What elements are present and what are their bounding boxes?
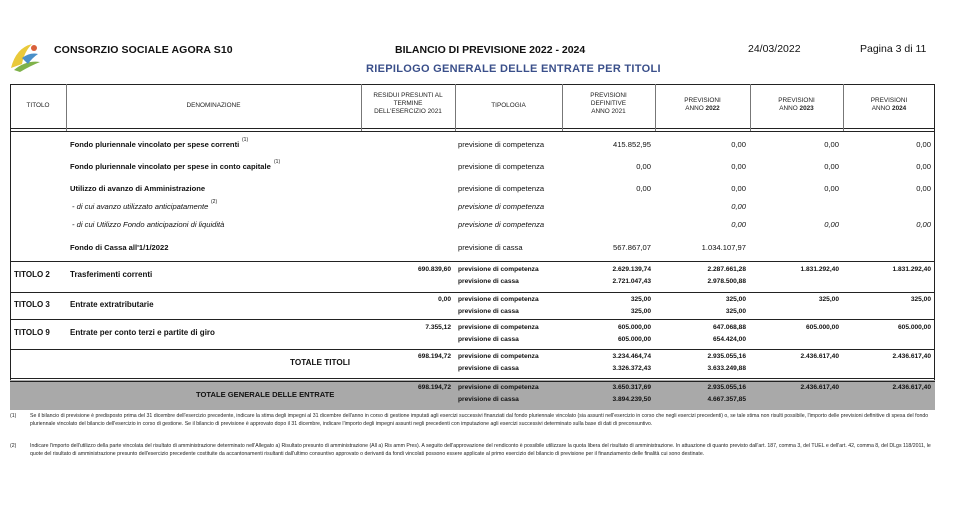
totale-generale-2021-comp: 3.650.317,69 xyxy=(612,384,651,391)
totale-generale-label: TOTALE GENERALE DELLE ENTRATE xyxy=(196,390,335,399)
document-subtitle: RIEPILOGO GENERALE DELLE ENTRATE PER TITOLI xyxy=(366,63,661,75)
header-bottom-line xyxy=(10,128,935,129)
row-tipologia: previsione di competenza xyxy=(458,202,545,211)
note-2-text: Indicare l'importo dell'utilizzo della parte vincolata del risultato di amministrazione determinato nell'Allegato a) Risultato presunto di amministrazione (All a) Ris amm Pres). A seguito dell'approvazione del rendiconto è possibile utilizzare la quota libera del risultato di amministrazione. In attuazione di quanto previsto dall'art. 187, comma 3, del TUEL e dell'art. 42, comma 8, del DLgs 118/2011, le quote del risultato di amministrazione presunto dell'esercizio precedente costituite da accantonamenti risultanti dall'ultimo consuntivo approvato o derivanti da fondi vincolati possono essere applicate al primo esercizio del bilancio di previsione per il finanziamento delle finalità cui sono destinate. xyxy=(30,443,931,457)
totale-generale-2022-cassa: 4.667.357,85 xyxy=(707,396,746,403)
footnote-ref: (1) xyxy=(274,159,281,165)
row-prev-2023: 0,00 xyxy=(824,220,839,229)
row-separator xyxy=(10,378,935,379)
row-label: - di cui avanzo utilizzato anticipatamente xyxy=(72,202,209,211)
row-prev-2023: 0,00 xyxy=(824,140,839,149)
row-prev-2021: 567.867,07 xyxy=(612,243,651,252)
titolo-2021-cassa: 605.000,00 xyxy=(617,336,651,343)
titolo-code: TITOLO 3 xyxy=(14,300,50,309)
titolo-2022-comp: 325,00 xyxy=(725,296,746,303)
row-separator xyxy=(10,319,935,320)
row-label: Fondo di Cassa all'1/1/2022 xyxy=(70,243,169,252)
totale-titoli-tip1: previsione di competenza xyxy=(458,353,539,360)
document-title: BILANCIO DI PREVISIONE 2022 - 2024 xyxy=(395,44,586,56)
totale-titoli-2022-cassa: 3.633.249,88 xyxy=(707,365,746,372)
row-prev-2021: 0,00 xyxy=(636,162,651,171)
row-prev-2023: 0,00 xyxy=(824,162,839,171)
titolo-tip-cassa: previsione di cassa xyxy=(458,308,519,315)
note-1-num: (1) xyxy=(10,413,17,419)
consortium-logo-icon xyxy=(8,40,42,76)
totale-titoli-label: TOTALE TITOLI xyxy=(290,358,351,367)
row-label: Utilizzo di avanzo di Amministrazione xyxy=(70,184,206,193)
titolo-name: Entrate extratributarie xyxy=(70,300,154,309)
titolo-2024: 605.000,00 xyxy=(897,324,931,331)
row-label: Fondo pluriennale vincolato per spese correnti xyxy=(70,140,240,149)
titolo-2022-cassa: 654.424,00 xyxy=(712,336,746,343)
titolo-name: Entrate per conto terzi e partite di giro xyxy=(70,328,215,337)
totale-titoli-2021-cassa: 3.326.372,43 xyxy=(612,365,651,372)
titolo-2021-comp: 2.629.139,74 xyxy=(612,266,651,273)
titolo-tip-competenza: previsione di competenza xyxy=(458,266,539,273)
totale-titoli-2022-comp: 2.935.055,16 xyxy=(707,353,746,360)
totale-generale-2023: 2.436.617,40 xyxy=(800,384,839,391)
titolo-residui: 0,00 xyxy=(438,296,451,303)
row-separator xyxy=(10,381,935,382)
row-tipologia: previsione di competenza xyxy=(458,162,545,171)
note-1-text: Se il bilancio di previsione è predisposto prima del 31 dicembre dell'esercizio precedente, indicare la stima degli impegni al 31 dicembre dell'anno in corso di gestione imputati agli esercizi successivi finanziati dal fondo pluriennale vincolato (sia assunti nell'esercizio in corso che negli esercizi precedenti) o, se tale stima non risulti possibile, l'importo delle previsioni definitive di spesa del fondo pluriennale vincolato del bilancio dell'esercizio in corso di gestione. Se il bilancio di previsione è approvato dopo il 31 dicembre, indicare l'importo degli impegni assunti negli precedenti con imputazione agli esercizi successivi determinato sulla base di dati di preconsuntivo. xyxy=(30,413,929,427)
col-header-denominazione: DENOMINAZIONE xyxy=(186,102,241,109)
col-header-prev-2022: PREVISIONI ANNO 2022 xyxy=(684,97,721,112)
row-tipologia: previsione di competenza xyxy=(458,140,545,149)
row-tipologia: previsione di competenza xyxy=(458,184,545,193)
row-prev-2024: 0,00 xyxy=(916,140,931,149)
titolo-2023: 325,00 xyxy=(818,296,839,303)
titolo-2021-comp: 325,00 xyxy=(630,296,651,303)
totale-generale-2022-comp: 2.935.055,16 xyxy=(707,384,746,391)
titolo-tip-cassa: previsione di cassa xyxy=(458,336,519,343)
titolo-tip-competenza: previsione di competenza xyxy=(458,296,539,303)
totale-generale-tip2: previsione di cassa xyxy=(458,396,519,403)
footnote-ref: (2) xyxy=(211,199,218,205)
titolo-2021-cassa: 325,00 xyxy=(630,308,651,315)
row-prev-2022: 1.034.107,97 xyxy=(701,243,746,252)
document-date: 24/03/2022 xyxy=(748,43,801,55)
titolo-residui: 690.839,60 xyxy=(417,266,451,273)
totale-titoli-2021-comp: 3.234.464,74 xyxy=(612,353,651,360)
totale-titoli-2024: 2.436.617,40 xyxy=(892,353,931,360)
titolo-2022-cassa: 2.978.500,88 xyxy=(707,278,746,285)
titolo-name: Trasferimenti correnti xyxy=(70,270,153,279)
row-prev-2022: 0,00 xyxy=(731,140,746,149)
row-prev-2024: 0,00 xyxy=(916,184,931,193)
titolo-2023: 605.000,00 xyxy=(805,324,839,331)
row-prev-2021: 0,00 xyxy=(636,184,651,193)
titolo-2024: 1.831.292,40 xyxy=(892,266,931,273)
totale-titoli-tip2: previsione di cassa xyxy=(458,365,519,372)
totale-generale-2021-cassa: 3.894.239,50 xyxy=(612,396,651,403)
titolo-2022-comp: 2.287.661,28 xyxy=(707,266,746,273)
col-header-prev-2024: PREVISIONI ANNO 2024 xyxy=(870,97,908,112)
row-prev-2024: 0,00 xyxy=(916,220,931,229)
organization-name: CONSORZIO SOCIALE AGORA S10 xyxy=(54,44,233,56)
col-header-tipologia: TIPOLOGIA xyxy=(491,102,526,109)
row-tipologia: previsione di competenza xyxy=(458,220,545,229)
titolo-code: TITOLO 2 xyxy=(14,270,50,279)
titolo-2021-comp: 605.000,00 xyxy=(617,324,651,331)
row-prev-2022: 0,00 xyxy=(731,184,746,193)
titolo-2023: 1.831.292,40 xyxy=(800,266,839,273)
row-prev-2021: 415.852,95 xyxy=(612,140,651,149)
row-prev-2022: 0,00 xyxy=(731,202,746,211)
row-prev-2022: 0,00 xyxy=(731,220,746,229)
totale-titoli-residui: 698.194,72 xyxy=(417,353,451,360)
titolo-2024: 325,00 xyxy=(910,296,931,303)
row-tipologia: previsione di cassa xyxy=(458,243,523,252)
titolo-tip-competenza: previsione di competenza xyxy=(458,324,539,331)
titolo-tip-cassa: previsione di cassa xyxy=(458,278,519,285)
note-2-num: (2) xyxy=(10,443,17,449)
totale-generale-2024: 2.436.617,40 xyxy=(892,384,931,391)
totale-generale-tip1: previsione di competenza xyxy=(458,384,539,391)
totale-titoli-2023: 2.436.617,40 xyxy=(800,353,839,360)
row-separator xyxy=(10,261,935,262)
col-header-residui: RESIDUI PRESUNTI AL TERMINE DELL'ESERCIZIO 2021 xyxy=(373,92,443,115)
titolo-code: TITOLO 9 xyxy=(14,328,50,337)
row-prev-2024: 0,00 xyxy=(916,162,931,171)
titolo-2022-comp: 647.068,88 xyxy=(712,324,746,331)
row-label: - di cui Utilizzo Fondo anticipazioni di liquidità xyxy=(72,220,225,229)
col-header-titolo: TITOLO xyxy=(26,102,50,109)
titolo-2022-cassa: 325,00 xyxy=(725,308,746,315)
col-header-prev-2023: PREVISIONI ANNO 2023 xyxy=(778,97,815,112)
titolo-2021-cassa: 2.721.047,43 xyxy=(612,278,651,285)
row-separator xyxy=(10,349,935,350)
row-label: Fondo pluriennale vincolato per spese in conto capitale xyxy=(70,162,271,171)
row-prev-2022: 0,00 xyxy=(731,162,746,171)
footnote-ref: (1) xyxy=(242,137,249,143)
page-number: Pagina 3 di 11 xyxy=(860,43,927,55)
titolo-residui: 7.355,12 xyxy=(425,324,451,331)
header-bottom-line-2 xyxy=(10,131,935,132)
row-separator xyxy=(10,292,935,293)
col-header-prev-2021: PREVISIONI DEFINITIVE ANNO 2021 xyxy=(590,92,627,115)
totale-generale-residui: 698.194,72 xyxy=(417,384,451,391)
row-prev-2023: 0,00 xyxy=(824,184,839,193)
